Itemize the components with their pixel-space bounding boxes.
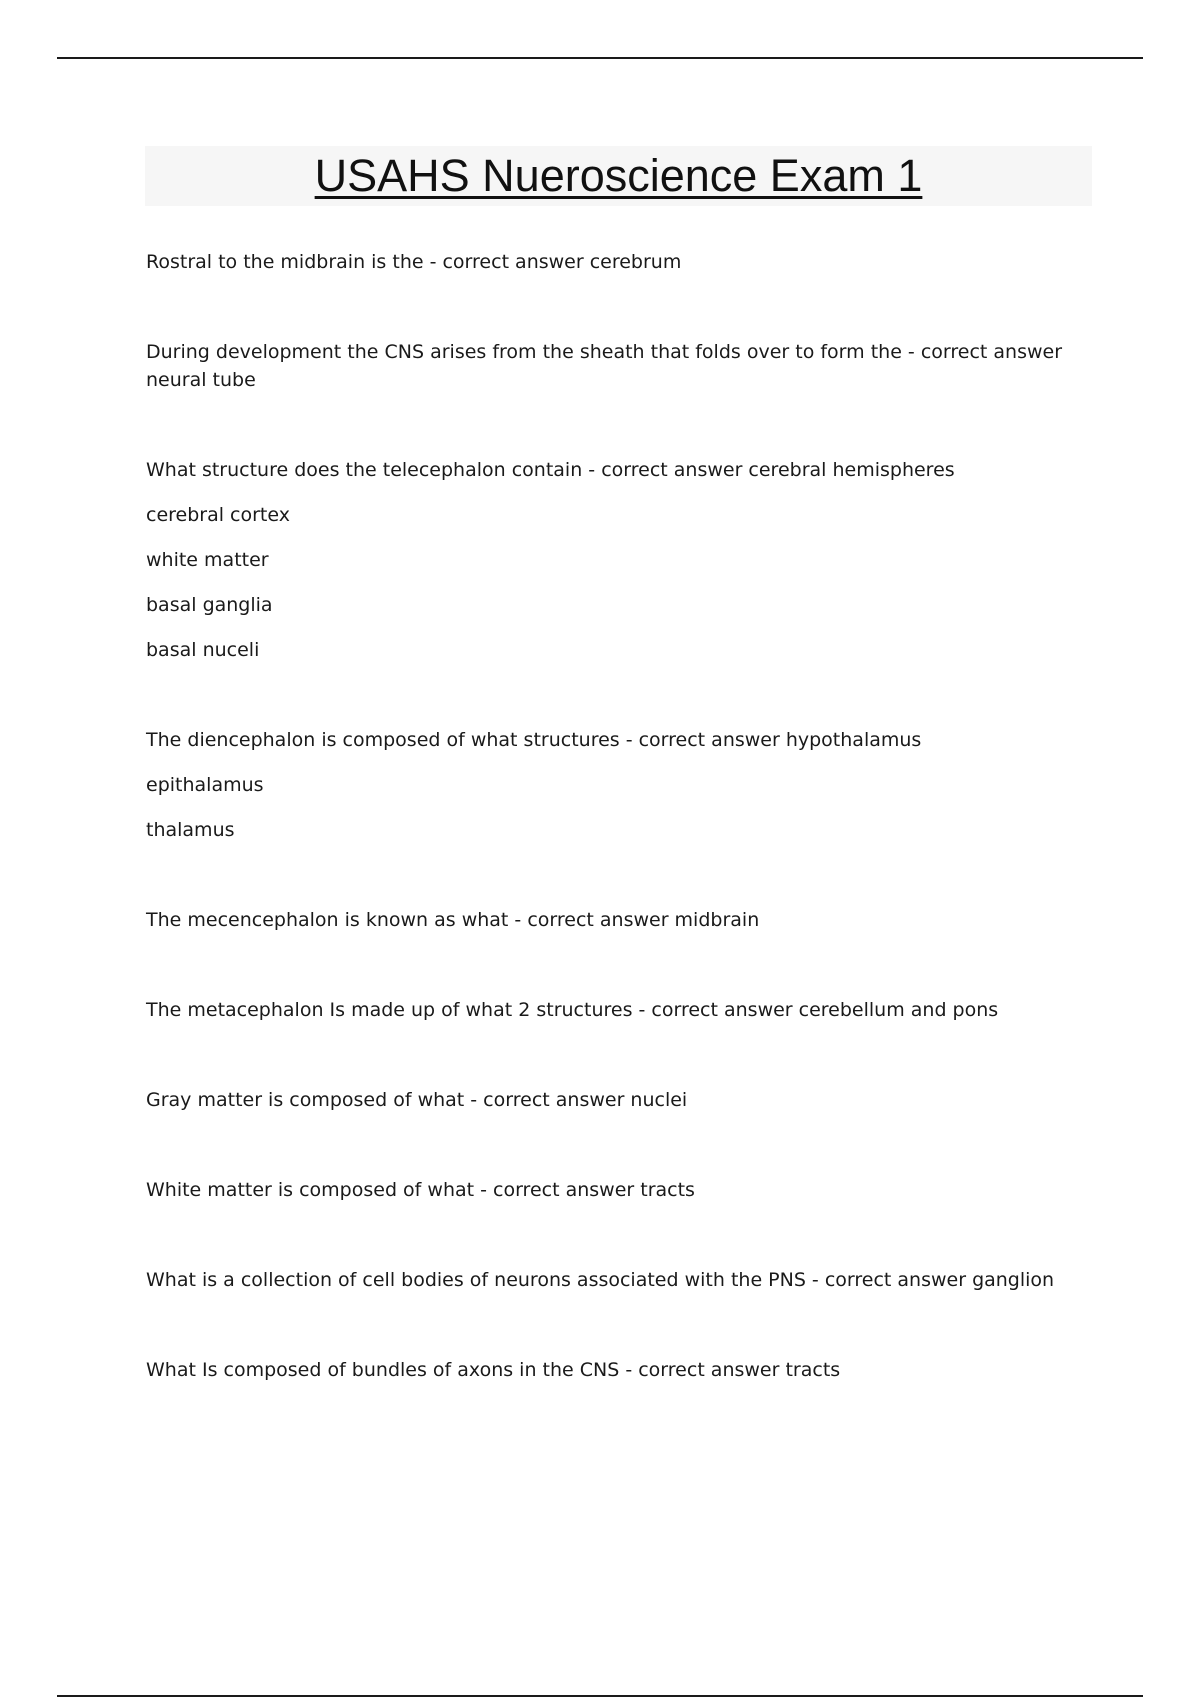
question-item (146, 726, 1086, 844)
question-text: Rostral to the midbrain is the - correct answer cerebrum (146, 251, 682, 273)
answer-line: basal nuceli (146, 639, 260, 661)
question-text: What is a collection of cell bodies of neurons associated with the PNS - correct answer ganglion (146, 1269, 1055, 1291)
top-rule (57, 57, 1143, 59)
question-text: What Is composed of bundles of axons in the CNS - correct answer tracts (146, 1359, 841, 1381)
question-text: During development the CNS arises from the sheath that folds over to form the - correct answer neural tube (146, 341, 1063, 391)
question-item (146, 338, 1086, 394)
question-item (146, 456, 1086, 664)
question-item (146, 1176, 1086, 1204)
question-item (146, 1356, 1086, 1384)
answer-line: epithalamus (146, 774, 264, 796)
question-list (146, 248, 1086, 1446)
answer-line: cerebral cortex (146, 504, 290, 526)
title-band (145, 146, 1092, 206)
bottom-rule (57, 1695, 1143, 1697)
document-title: USAHS Nueroscience Exam 1 (314, 150, 923, 201)
question-text: What structure does the telecephalon contain - correct answer cerebral hemispheres (146, 459, 955, 481)
answer-line: thalamus (146, 819, 235, 841)
question-item (146, 1266, 1086, 1294)
question-item (146, 1086, 1086, 1114)
question-text: The mecencephalon is known as what - correct answer midbrain (146, 909, 760, 931)
question-item (146, 248, 1086, 276)
answer-line: white matter (146, 549, 269, 571)
question-text: The metacephalon Is made up of what 2 structures - correct answer cerebellum and pons (146, 999, 999, 1021)
question-item (146, 906, 1086, 934)
question-item (146, 996, 1086, 1024)
question-text: The diencephalon is composed of what structures - correct answer hypothalamus (146, 729, 922, 751)
question-text: Gray matter is composed of what - correct answer nuclei (146, 1089, 688, 1111)
question-text: White matter is composed of what - correct answer tracts (146, 1179, 695, 1201)
answer-line: basal ganglia (146, 594, 273, 616)
